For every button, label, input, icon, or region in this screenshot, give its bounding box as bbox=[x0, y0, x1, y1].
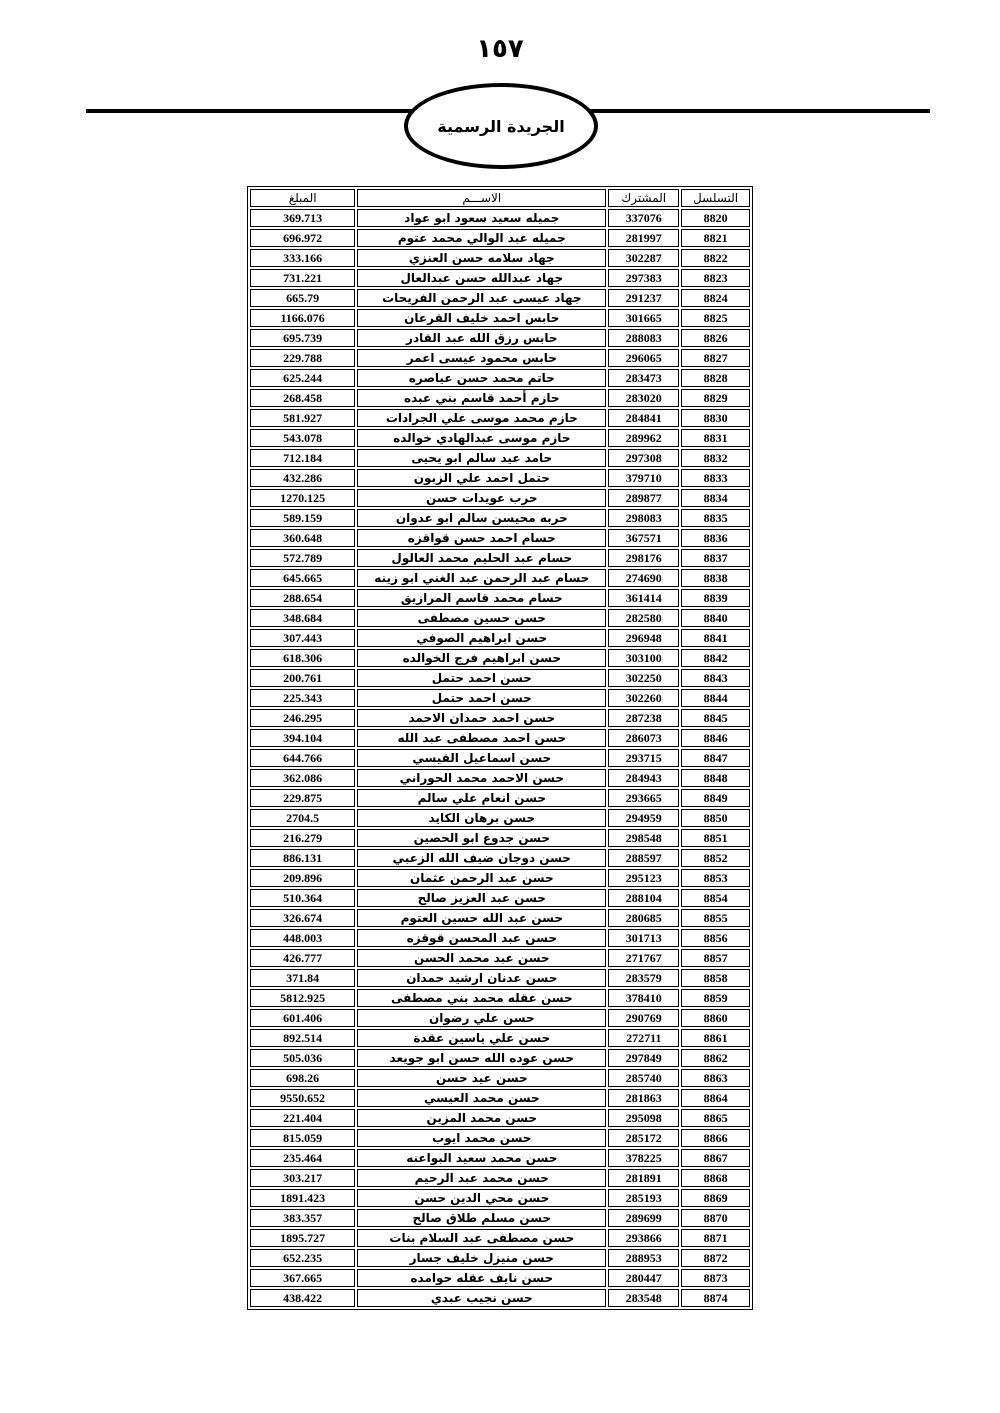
cell-subscriber: 293665 bbox=[608, 789, 679, 807]
cell-serial: 8847 bbox=[681, 749, 750, 767]
cell-amount: 426.777 bbox=[250, 949, 355, 967]
cell-amount: 543.078 bbox=[250, 429, 355, 447]
cell-name: حسن محمد العيسي bbox=[357, 1089, 606, 1107]
table-row bbox=[250, 689, 750, 707]
cell-serial: 8842 bbox=[681, 649, 750, 667]
cell-amount: 5812.925 bbox=[250, 989, 355, 1007]
cell-subscriber: 361414 bbox=[608, 589, 679, 607]
cell-subscriber: 289699 bbox=[608, 1209, 679, 1227]
table-row bbox=[250, 1109, 750, 1127]
cell-serial: 8835 bbox=[681, 509, 750, 527]
cell-subscriber: 303100 bbox=[608, 649, 679, 667]
cell-serial: 8822 bbox=[681, 249, 750, 267]
cell-serial: 8856 bbox=[681, 929, 750, 947]
cell-amount: 645.665 bbox=[250, 569, 355, 587]
table-row bbox=[250, 929, 750, 947]
table-row bbox=[250, 289, 750, 307]
cell-serial: 8869 bbox=[681, 1189, 750, 1207]
cell-name: حسن عبد العزيز صالح bbox=[357, 889, 606, 907]
cell-serial: 8827 bbox=[681, 349, 750, 367]
cell-amount: 505.036 bbox=[250, 1049, 355, 1067]
cell-subscriber: 379710 bbox=[608, 469, 679, 487]
cell-serial: 8872 bbox=[681, 1249, 750, 1267]
table-row bbox=[250, 329, 750, 347]
cell-name: حسن محمد سعيد البواعنه bbox=[357, 1149, 606, 1167]
cell-serial: 8830 bbox=[681, 409, 750, 427]
cell-subscriber: 302287 bbox=[608, 249, 679, 267]
cell-subscriber: 290769 bbox=[608, 1009, 679, 1027]
table-row bbox=[250, 1269, 750, 1287]
cell-subscriber: 302260 bbox=[608, 689, 679, 707]
cell-name: حسن احمد حمدان الاحمد bbox=[357, 709, 606, 727]
table-row bbox=[250, 1229, 750, 1247]
table-row bbox=[250, 309, 750, 327]
cell-subscriber: 378410 bbox=[608, 989, 679, 1007]
cell-name: حابس محمود عيسى اعمر bbox=[357, 349, 606, 367]
table-row bbox=[250, 1289, 750, 1307]
table-row bbox=[250, 809, 750, 827]
cell-serial: 8874 bbox=[681, 1289, 750, 1307]
cell-name: حسن احمد حتمل bbox=[357, 689, 606, 707]
cell-name: حربه محيسن سالم ابو عدوان bbox=[357, 509, 606, 527]
cell-serial: 8833 bbox=[681, 469, 750, 487]
cell-serial: 8871 bbox=[681, 1229, 750, 1247]
cell-name: حسن الاحمد محمد الحوراني bbox=[357, 769, 606, 787]
cell-name: حامد عيد سالم ابو يحيى bbox=[357, 449, 606, 467]
data-table bbox=[247, 186, 753, 1310]
cell-amount: 383.357 bbox=[250, 1209, 355, 1227]
table-row bbox=[250, 1049, 750, 1067]
cell-amount: 221.404 bbox=[250, 1109, 355, 1127]
cell-serial: 8849 bbox=[681, 789, 750, 807]
cell-subscriber: 271767 bbox=[608, 949, 679, 967]
cell-amount: 307.443 bbox=[250, 629, 355, 647]
cell-serial: 8854 bbox=[681, 889, 750, 907]
cell-subscriber: 288104 bbox=[608, 889, 679, 907]
table-row bbox=[250, 549, 750, 567]
cell-serial: 8823 bbox=[681, 269, 750, 287]
cell-name: جهاد سلامه حسن العنزي bbox=[357, 249, 606, 267]
cell-name: حسن علي ياسين عقدة bbox=[357, 1029, 606, 1047]
cell-serial: 8829 bbox=[681, 389, 750, 407]
cell-name: حسام عبد الحليم محمد العالول bbox=[357, 549, 606, 567]
header-title: الجريدة الرسمية bbox=[437, 116, 565, 136]
table-row bbox=[250, 1069, 750, 1087]
cell-amount: 892.514 bbox=[250, 1029, 355, 1047]
cell-amount: 2704.5 bbox=[250, 809, 355, 827]
cell-name: حسن عبد المحسن قوقزه bbox=[357, 929, 606, 947]
cell-subscriber: 295098 bbox=[608, 1109, 679, 1127]
cell-amount: 246.295 bbox=[250, 709, 355, 727]
table-row bbox=[250, 1149, 750, 1167]
cell-subscriber: 298548 bbox=[608, 829, 679, 847]
cell-subscriber: 378225 bbox=[608, 1149, 679, 1167]
cell-serial: 8857 bbox=[681, 949, 750, 967]
table-row bbox=[250, 989, 750, 1007]
table-row bbox=[250, 249, 750, 267]
table-row bbox=[250, 529, 750, 547]
cell-subscriber: 298083 bbox=[608, 509, 679, 527]
cell-subscriber: 289962 bbox=[608, 429, 679, 447]
cell-amount: 371.84 bbox=[250, 969, 355, 987]
cell-amount: 369.713 bbox=[250, 209, 355, 227]
table-row bbox=[250, 869, 750, 887]
cell-name: حسن علي رضوان bbox=[357, 1009, 606, 1027]
cell-name: حسن عدنان ارشيد حمدان bbox=[357, 969, 606, 987]
cell-name: حسن دوجان ضيف الله الزعبي bbox=[357, 849, 606, 867]
cell-name: حسن احمد مصطفى عبد الله bbox=[357, 729, 606, 747]
table-row bbox=[250, 669, 750, 687]
cell-subscriber: 274690 bbox=[608, 569, 679, 587]
cell-name: حسن عيد حسن bbox=[357, 1069, 606, 1087]
cell-subscriber: 302250 bbox=[608, 669, 679, 687]
cell-amount: 1891.423 bbox=[250, 1189, 355, 1207]
cell-amount: 9550.652 bbox=[250, 1089, 355, 1107]
table-header-row bbox=[250, 189, 750, 207]
cell-serial: 8841 bbox=[681, 629, 750, 647]
cell-serial: 8837 bbox=[681, 549, 750, 567]
cell-amount: 652.235 bbox=[250, 1249, 355, 1267]
cell-name: حسن عبد الرحمن عثمان bbox=[357, 869, 606, 887]
table-row bbox=[250, 709, 750, 727]
cell-subscriber: 283548 bbox=[608, 1289, 679, 1307]
cell-serial: 8858 bbox=[681, 969, 750, 987]
cell-subscriber: 301665 bbox=[608, 309, 679, 327]
cell-subscriber: 283473 bbox=[608, 369, 679, 387]
cell-serial: 8860 bbox=[681, 1009, 750, 1027]
cell-subscriber: 367571 bbox=[608, 529, 679, 547]
cell-amount: 618.306 bbox=[250, 649, 355, 667]
cell-subscriber: 293866 bbox=[608, 1229, 679, 1247]
cell-serial: 8844 bbox=[681, 689, 750, 707]
cell-serial: 8831 bbox=[681, 429, 750, 447]
cell-amount: 695.739 bbox=[250, 329, 355, 347]
table-row bbox=[250, 829, 750, 847]
table-row bbox=[250, 1009, 750, 1027]
cell-amount: 367.665 bbox=[250, 1269, 355, 1287]
cell-subscriber: 281997 bbox=[608, 229, 679, 247]
cell-amount: 712.184 bbox=[250, 449, 355, 467]
cell-subscriber: 337076 bbox=[608, 209, 679, 227]
cell-name: حتمل احمد علي الزبون bbox=[357, 469, 606, 487]
cell-serial: 8840 bbox=[681, 609, 750, 627]
cell-name: حسن عوده الله حسن ابو جويعد bbox=[357, 1049, 606, 1067]
cell-subscriber: 286073 bbox=[608, 729, 679, 747]
cell-amount: 589.159 bbox=[250, 509, 355, 527]
table-row bbox=[250, 1029, 750, 1047]
cell-amount: 326.674 bbox=[250, 909, 355, 927]
cell-subscriber: 295123 bbox=[608, 869, 679, 887]
table-row bbox=[250, 889, 750, 907]
cell-serial: 8861 bbox=[681, 1029, 750, 1047]
cell-subscriber: 282580 bbox=[608, 609, 679, 627]
cell-name: حسن حسين مصطفى bbox=[357, 609, 606, 627]
cell-subscriber: 285740 bbox=[608, 1069, 679, 1087]
cell-amount: 815.059 bbox=[250, 1129, 355, 1147]
table-row bbox=[250, 449, 750, 467]
table-row bbox=[250, 1209, 750, 1227]
table-row bbox=[250, 969, 750, 987]
cell-subscriber: 291237 bbox=[608, 289, 679, 307]
table-row bbox=[250, 509, 750, 527]
cell-subscriber: 298176 bbox=[608, 549, 679, 567]
cell-subscriber: 284841 bbox=[608, 409, 679, 427]
cell-amount: 696.972 bbox=[250, 229, 355, 247]
cell-amount: 572.789 bbox=[250, 549, 355, 567]
cell-serial: 8852 bbox=[681, 849, 750, 867]
cell-name: حسن جدوع ابو الحصين bbox=[357, 829, 606, 847]
cell-amount: 348.684 bbox=[250, 609, 355, 627]
table-row bbox=[250, 649, 750, 667]
cell-amount: 625.244 bbox=[250, 369, 355, 387]
cell-amount: 235.464 bbox=[250, 1149, 355, 1167]
cell-name: حسن نايف عقله حوامده bbox=[357, 1269, 606, 1287]
table-row bbox=[250, 789, 750, 807]
cell-name: حسن محمد المزين bbox=[357, 1109, 606, 1127]
cell-amount: 394.104 bbox=[250, 729, 355, 747]
cell-amount: 268.458 bbox=[250, 389, 355, 407]
cell-subscriber: 296065 bbox=[608, 349, 679, 367]
table-row bbox=[250, 729, 750, 747]
cell-serial: 8820 bbox=[681, 209, 750, 227]
table-row bbox=[250, 489, 750, 507]
cell-serial: 8838 bbox=[681, 569, 750, 587]
cell-amount: 209.896 bbox=[250, 869, 355, 887]
cell-name: جميله عبد الوالي محمد عتوم bbox=[357, 229, 606, 247]
cell-serial: 8826 bbox=[681, 329, 750, 347]
table-row bbox=[250, 629, 750, 647]
cell-subscriber: 280685 bbox=[608, 909, 679, 927]
table-row bbox=[250, 469, 750, 487]
table-row bbox=[250, 949, 750, 967]
cell-subscriber: 288597 bbox=[608, 849, 679, 867]
table-row bbox=[250, 409, 750, 427]
cell-serial: 8839 bbox=[681, 589, 750, 607]
table-row bbox=[250, 1089, 750, 1107]
cell-serial: 8865 bbox=[681, 1109, 750, 1127]
cell-amount: 510.364 bbox=[250, 889, 355, 907]
table-row bbox=[250, 849, 750, 867]
cell-serial: 8873 bbox=[681, 1269, 750, 1287]
cell-subscriber: 294959 bbox=[608, 809, 679, 827]
cell-serial: 8850 bbox=[681, 809, 750, 827]
cell-subscriber: 293715 bbox=[608, 749, 679, 767]
cell-amount: 288.654 bbox=[250, 589, 355, 607]
cell-name: حسن ابراهيم الصوفي bbox=[357, 629, 606, 647]
table-row bbox=[250, 429, 750, 447]
cell-name: حابس احمد خليف القرعان bbox=[357, 309, 606, 327]
cell-serial: 8863 bbox=[681, 1069, 750, 1087]
table-row bbox=[250, 1169, 750, 1187]
cell-subscriber: 297849 bbox=[608, 1049, 679, 1067]
cell-serial: 8821 bbox=[681, 229, 750, 247]
cell-name: حسن ابراهيم فرج الخوالده bbox=[357, 649, 606, 667]
cell-amount: 432.286 bbox=[250, 469, 355, 487]
table-row bbox=[250, 269, 750, 287]
cell-serial: 8825 bbox=[681, 309, 750, 327]
cell-serial: 8859 bbox=[681, 989, 750, 1007]
column-header-amount: المبلغ bbox=[250, 189, 355, 207]
cell-name: جميله سعيد سعود ابو عواد bbox=[357, 209, 606, 227]
cell-name: حسن منيزل خليف جسار bbox=[357, 1249, 606, 1267]
cell-subscriber: 272711 bbox=[608, 1029, 679, 1047]
cell-serial: 8866 bbox=[681, 1129, 750, 1147]
cell-subscriber: 283020 bbox=[608, 389, 679, 407]
cell-serial: 8864 bbox=[681, 1089, 750, 1107]
cell-amount: 1270.125 bbox=[250, 489, 355, 507]
cell-subscriber: 297308 bbox=[608, 449, 679, 467]
cell-name: حازم محمد موسى علي الجرادات bbox=[357, 409, 606, 427]
cell-name: حسن محمد عبد الرحيم bbox=[357, 1169, 606, 1187]
cell-serial: 8853 bbox=[681, 869, 750, 887]
cell-subscriber: 288083 bbox=[608, 329, 679, 347]
cell-name: حسن عبد محمد الحسن bbox=[357, 949, 606, 967]
cell-serial: 8870 bbox=[681, 1209, 750, 1227]
cell-subscriber: 287238 bbox=[608, 709, 679, 727]
table-row bbox=[250, 349, 750, 367]
cell-serial: 8846 bbox=[681, 729, 750, 747]
cell-subscriber: 283579 bbox=[608, 969, 679, 987]
cell-subscriber: 288953 bbox=[608, 1249, 679, 1267]
cell-serial: 8824 bbox=[681, 289, 750, 307]
table-row bbox=[250, 1129, 750, 1147]
cell-amount: 229.875 bbox=[250, 789, 355, 807]
cell-subscriber: 285193 bbox=[608, 1189, 679, 1207]
cell-amount: 362.086 bbox=[250, 769, 355, 787]
column-header-subscriber: المشترك bbox=[608, 189, 679, 207]
cell-amount: 216.279 bbox=[250, 829, 355, 847]
cell-subscriber: 285172 bbox=[608, 1129, 679, 1147]
cell-name: حابس رزق الله عبد القادر bbox=[357, 329, 606, 347]
cell-serial: 8868 bbox=[681, 1169, 750, 1187]
cell-amount: 333.166 bbox=[250, 249, 355, 267]
cell-serial: 8855 bbox=[681, 909, 750, 927]
cell-serial: 8834 bbox=[681, 489, 750, 507]
cell-serial: 8843 bbox=[681, 669, 750, 687]
table-row bbox=[250, 209, 750, 227]
cell-name: حسن عقله محمد بني مصطفى bbox=[357, 989, 606, 1007]
page-number: ١٥٧ bbox=[476, 34, 524, 64]
cell-amount: 360.648 bbox=[250, 529, 355, 547]
table-row bbox=[250, 769, 750, 787]
table-row bbox=[250, 909, 750, 927]
cell-amount: 1166.076 bbox=[250, 309, 355, 327]
table-row bbox=[250, 369, 750, 387]
cell-subscriber: 296948 bbox=[608, 629, 679, 647]
cell-serial: 8848 bbox=[681, 769, 750, 787]
cell-name: حسن مسلم طلاق صالح bbox=[357, 1209, 606, 1227]
cell-name: جهاد عبدالله حسن عبدالعال bbox=[357, 269, 606, 287]
table-row bbox=[250, 1249, 750, 1267]
cell-name: حسن مصطفى عبد السلام بنات bbox=[357, 1229, 606, 1247]
table-row bbox=[250, 589, 750, 607]
cell-subscriber: 297383 bbox=[608, 269, 679, 287]
cell-amount: 200.761 bbox=[250, 669, 355, 687]
cell-name: حسن اسماعيل القيسي bbox=[357, 749, 606, 767]
cell-amount: 229.788 bbox=[250, 349, 355, 367]
table-row bbox=[250, 389, 750, 407]
cell-amount: 1895.727 bbox=[250, 1229, 355, 1247]
cell-name: حاتم محمد حسن عياصره bbox=[357, 369, 606, 387]
table-body bbox=[250, 209, 750, 1307]
cell-subscriber: 301713 bbox=[608, 929, 679, 947]
cell-name: حسن محمد ايوب bbox=[357, 1129, 606, 1147]
cell-serial: 8867 bbox=[681, 1149, 750, 1167]
cell-serial: 8851 bbox=[681, 829, 750, 847]
cell-subscriber: 289877 bbox=[608, 489, 679, 507]
cell-name: حسام احمد حسن قواقزه bbox=[357, 529, 606, 547]
cell-amount: 698.26 bbox=[250, 1069, 355, 1087]
cell-name: جهاد عيسى عبد الرحمن الفريحات bbox=[357, 289, 606, 307]
cell-name: حسن انعام علي سالم bbox=[357, 789, 606, 807]
cell-name: حسام محمد قاسم المرازيق bbox=[357, 589, 606, 607]
cell-subscriber: 284943 bbox=[608, 769, 679, 787]
cell-name: حازم أحمد قاسم بني عبده bbox=[357, 389, 606, 407]
cell-name: حسن نجيب عبدي bbox=[357, 1289, 606, 1307]
cell-subscriber: 280447 bbox=[608, 1269, 679, 1287]
cell-name: حرب عويدات حسن bbox=[357, 489, 606, 507]
cell-amount: 438.422 bbox=[250, 1289, 355, 1307]
cell-subscriber: 281891 bbox=[608, 1169, 679, 1187]
cell-serial: 8832 bbox=[681, 449, 750, 467]
cell-amount: 886.131 bbox=[250, 849, 355, 867]
cell-amount: 644.766 bbox=[250, 749, 355, 767]
cell-amount: 448.003 bbox=[250, 929, 355, 947]
header-oval bbox=[404, 83, 598, 169]
cell-subscriber: 281863 bbox=[608, 1089, 679, 1107]
cell-name: حسن عبد الله حسين العتوم bbox=[357, 909, 606, 927]
cell-amount: 665.79 bbox=[250, 289, 355, 307]
table-row bbox=[250, 609, 750, 627]
cell-serial: 8836 bbox=[681, 529, 750, 547]
cell-serial: 8862 bbox=[681, 1049, 750, 1067]
table-row bbox=[250, 229, 750, 247]
cell-amount: 581.927 bbox=[250, 409, 355, 427]
table-row bbox=[250, 569, 750, 587]
cell-name: حسن محي الدين حسن bbox=[357, 1189, 606, 1207]
cell-name: حسن برهان الكايد bbox=[357, 809, 606, 827]
cell-amount: 225.343 bbox=[250, 689, 355, 707]
cell-name: حسام عبد الرحمن عبد الغني ابو زينه bbox=[357, 569, 606, 587]
table-row bbox=[250, 1189, 750, 1207]
cell-name: حسن احمد حتمل bbox=[357, 669, 606, 687]
column-header-serial: التسلسل bbox=[681, 189, 750, 207]
cell-amount: 303.217 bbox=[250, 1169, 355, 1187]
column-header-name: الاســـم bbox=[357, 189, 606, 207]
cell-serial: 8845 bbox=[681, 709, 750, 727]
cell-serial: 8828 bbox=[681, 369, 750, 387]
cell-name: حازم موسى عبدالهادي خوالده bbox=[357, 429, 606, 447]
table-row bbox=[250, 749, 750, 767]
cell-amount: 601.406 bbox=[250, 1009, 355, 1027]
cell-amount: 731.221 bbox=[250, 269, 355, 287]
